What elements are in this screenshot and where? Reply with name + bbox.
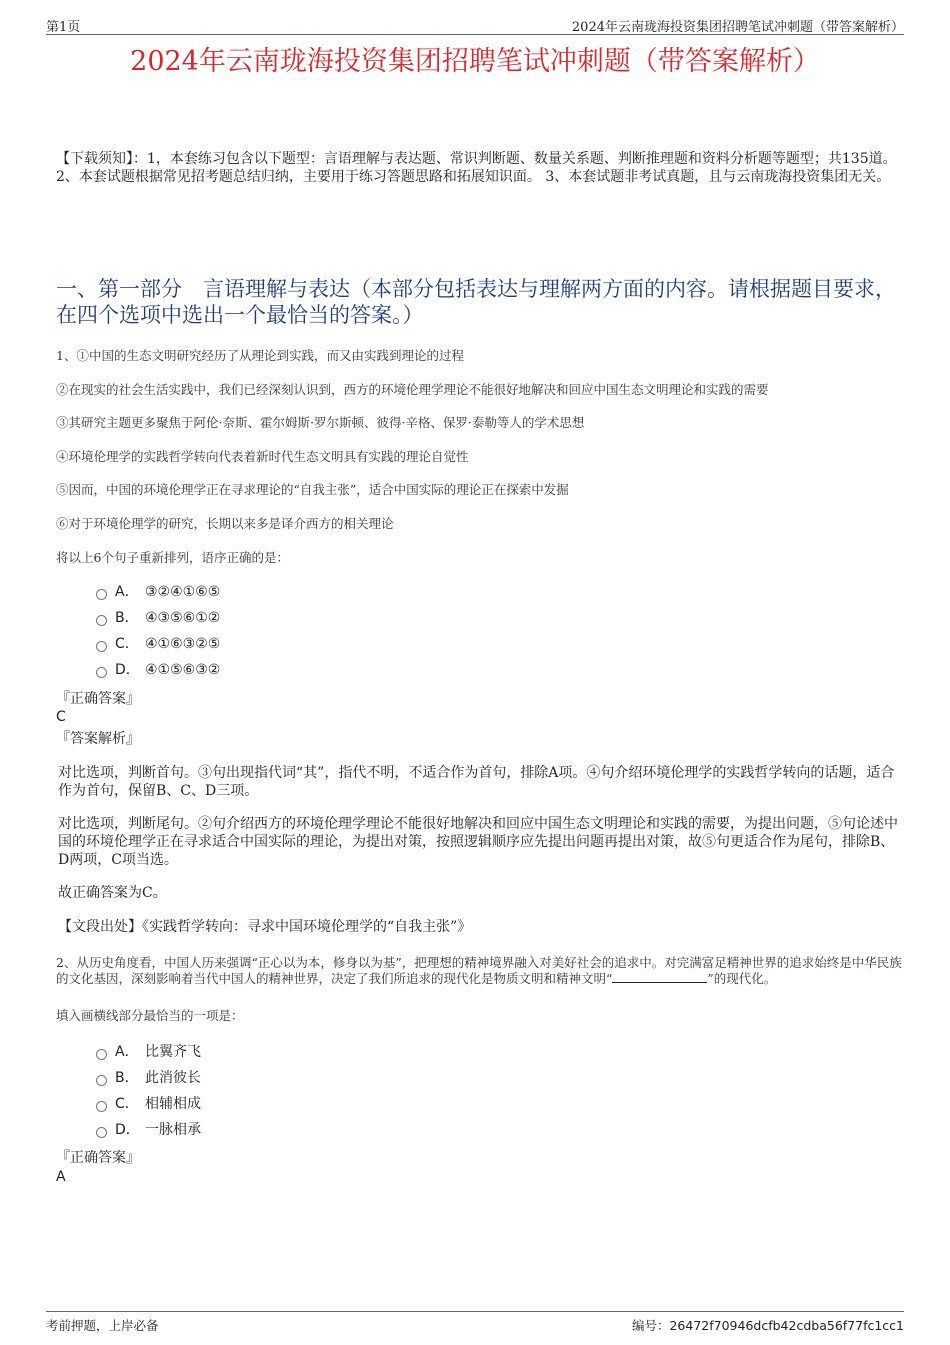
footer-code: 编号：26472f70946dcfb42cdba56f77fc1cc1 (631, 1318, 904, 1333)
q2-option-a[interactable]: A． 比翼齐飞 (96, 1039, 201, 1065)
q1-sentence-4: ④环境伦理学的实践哲学转向代表着新时代生态文明具有实践的理论自觉性 (56, 449, 469, 464)
q1-analysis-3: 故正确答案为C。 (58, 885, 167, 901)
q1-answer-label: 『正确答案』 (56, 691, 140, 707)
page-footer (46, 1311, 904, 1338)
footer-slogan: 考前押题，上岸必备 (46, 1318, 159, 1333)
q1-answer: C (56, 709, 66, 725)
q1-options (96, 579, 220, 683)
section-title: 一、第一部分 言语理解与表达（本部分包括表达与理解两方面的内容。请根据题目要求，在四个选项中选出一个最恰当的答案。） (56, 277, 896, 327)
radio-icon[interactable] (96, 615, 107, 626)
q1-prompt: 将以上6个句子重新排列，语序正确的是： (56, 550, 289, 565)
radio-icon[interactable] (96, 641, 107, 652)
document-title: 2024年云南珑海投资集团招聘笔试冲刺题（带答案解析） (130, 46, 820, 77)
q1-analysis-label: 『答案解析』 (56, 731, 140, 747)
radio-icon[interactable] (96, 1049, 107, 1060)
radio-icon[interactable] (96, 1101, 107, 1112)
header-doc-title: 2024年云南珑海投资集团招聘笔试冲刺题（带答案解析） (571, 20, 904, 35)
q1-sentence-6: ⑥对于环境伦理学的研究，长期以来多是译介西方的相关理论 (56, 516, 394, 531)
q1-option-a[interactable]: A． ③②④①⑥⑤ (96, 579, 220, 605)
page-number: 第1页 (46, 20, 81, 35)
q2-options (96, 1039, 201, 1143)
radio-icon[interactable] (96, 1075, 107, 1086)
q1-analysis-1: 对比选项，判断首句。③句出现指代词“其”，指代不明，不适合作为首句，排除A项。④句介绍环境伦理学的实践哲学转向的话题，适合作为首句，保留B、C、D三项。 (58, 765, 895, 799)
q2-option-c[interactable]: C． 相辅相成 (96, 1091, 201, 1117)
fill-blank (612, 972, 707, 983)
q1-sentence-2: ②在现实的社会生活实践中，我们已经深刻认识到，西方的环境伦理学理论不能很好地解决和回应中国生态文明理论和实践的需要 (56, 382, 769, 397)
q1-sentence-1: 1、①中国的生态文明研究经历了从理论到实践，而又由实践到理论的过程 (56, 348, 464, 363)
q1-sentence-3: ③其研究主题更多聚焦于阿伦·奈斯、霍尔姆斯·罗尔斯顿、彼得·辛格、保罗·泰勒等人的学术思想 (56, 415, 585, 430)
q2-stem: 2、从历史角度看，中国人历来强调“正心以为本，修身以为基”，把理想的精神境界融入对美好社会的追求中。对完满富足精神世界的追求始终是中华民族的文化基因，深刻影响着当代中国人的精神世界，决定了我们所追求的现代化是物质文明和精神文明“ ”的现代化。 (56, 955, 902, 986)
q2-option-d[interactable]: D． 一脉相承 (96, 1117, 201, 1143)
radio-icon[interactable] (96, 589, 107, 600)
download-notice: 【下载须知】：1，本套练习包含以下题型：言语理解与表达题、常识判断题、数量关系题、判断推理题和资料分析题等题型；共135道。 2、本套试题根据常见招考题总结归纳，主要用于练习答题思路和拓展知识面。 3、本套试题非考试真题，且与云南珑海投资集团无关。 (56, 151, 897, 185)
q1-option-c[interactable]: C． ④①⑥③②⑤ (96, 631, 220, 657)
q1-option-d[interactable]: D． ④①⑤⑥③② (96, 657, 220, 683)
radio-icon[interactable] (96, 1127, 107, 1138)
q1-option-b[interactable]: B． ④③⑤⑥①② (96, 605, 220, 631)
q2-option-b[interactable]: B． 此消彼长 (96, 1065, 201, 1091)
q2-answer-label: 『正确答案』 (56, 1150, 140, 1166)
q1-sentence-5: ⑤因而，中国的环境伦理学正在寻求理论的“自我主张”，适合中国实际的理论正在探索中发掘 (56, 482, 569, 497)
q1-source: 【文段出处】《实践哲学转向：寻求中国环境伦理学的“自我主张”》 (58, 919, 472, 935)
q2-prompt: 填入画横线部分最恰当的一项是： (56, 1008, 244, 1023)
q2-answer: A (56, 1169, 66, 1185)
page-header (46, 14, 904, 35)
q1-analysis-2: 对比选项，判断尾句。②句介绍西方的环境伦理学理论不能很好地解决和回应中国生态文明理论和实践的需要，为提出问题，⑤句论述中国的环境伦理学正在寻求适合中国实际的理论，为提出对策，按照逻辑顺序应先提出问题再提出对策，故⑤句更适合作为尾句，排除B、D两项，C项当选。 (58, 816, 898, 868)
radio-icon[interactable] (96, 667, 107, 678)
